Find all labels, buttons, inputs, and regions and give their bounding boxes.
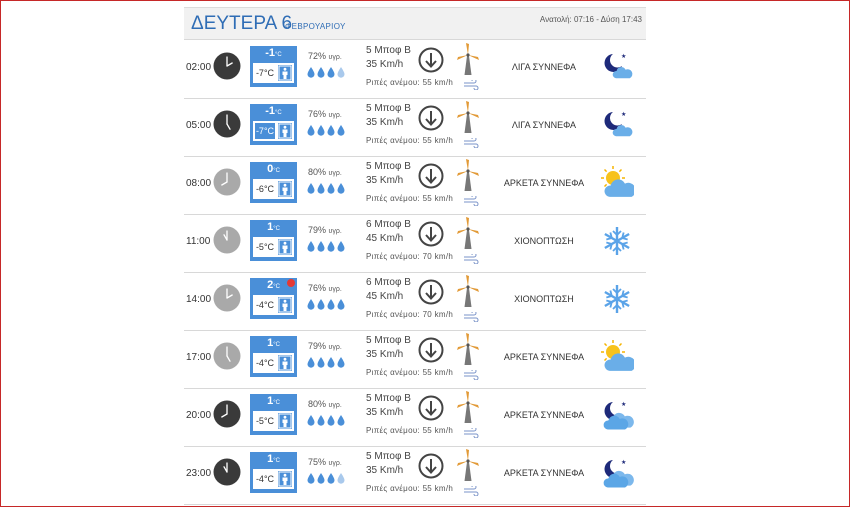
humidity: 79% υγρ. [308,225,342,235]
weather-condition: ΑΡΚΕΤΑ ΣΥΝΝΕΦΑ [503,468,585,478]
humidity-drop-icon [337,181,345,199]
temperature: -1°C [265,105,282,117]
wind-gust: Ριπές ανέμου: 70 km/h [366,310,454,319]
wind-turbine-icon [456,390,480,424]
humidity-drop-icon [327,239,335,257]
feels-like-temperature: -4°C [255,474,275,484]
clock-icon [213,52,241,80]
wind-speed: 35 Km/h [366,175,404,186]
humidity: 76% υγρ. [308,109,342,119]
humidity-drop-icon [327,471,335,489]
wind-turbine-icon [456,332,480,366]
humidity-drop-icon [337,355,345,373]
person-icon [278,355,292,371]
month-title: ΦΕΒΡΟΥΑΡΙΟΥ [285,22,346,31]
svg-text:★: ★ [621,459,627,466]
humidity: 80% υγρ. [308,167,342,177]
svg-text:★: ★ [621,111,627,118]
wind-gust: Ριπές ανέμου: 55 km/h [366,484,454,493]
clock-icon [213,226,241,254]
wind-gust: Ριπές ανέμου: 55 km/h [366,426,454,435]
humidity-drop-icon [307,355,315,373]
humidity-drop-icon [337,239,345,257]
temperature-box [250,104,297,145]
moon-cloud-icon [600,50,634,84]
wind-beaufort: 5 Μποφ Β [366,103,411,114]
moon-cloud-icon [600,108,634,142]
humidity-drop-icon [337,65,345,83]
forecast-row [184,388,646,447]
feels-like-box [253,179,294,199]
feels-like-temperature: -7°C [255,68,275,78]
wind-direction-arrow-icon [418,221,444,247]
wind-turbine-icon [456,100,480,134]
humidity-drop-icon [327,123,335,141]
wind-direction-arrow-icon [418,105,444,131]
humidity-drop-icon [317,65,325,83]
person-icon [278,413,292,429]
person-icon [278,181,292,197]
weather-condition: ΛΙΓΑ ΣΥΝΝΕΦΑ [511,120,577,130]
forecast-panel [184,7,646,507]
temperature: -1°C [265,47,282,59]
gust-icon [463,425,479,435]
temperature-box [250,46,297,87]
humidity-drop-icon [317,123,325,141]
person-icon [278,239,292,255]
wind-speed: 35 Km/h [366,349,404,360]
wind-beaufort: 5 Μποφ Β [366,161,411,172]
humidity-drops [307,297,347,309]
moon-clouds-icon [600,398,634,432]
humidity: 79% υγρ. [308,341,342,351]
humidity: 75% υγρ. [308,457,342,467]
wind-gust: Ριπές ανέμου: 55 km/h [366,136,454,145]
feels-like-temperature: -4°C [255,358,275,368]
svg-text:★: ★ [621,53,627,60]
feels-like-box [253,411,294,431]
feels-like-box [253,121,294,141]
humidity-drops [307,239,347,251]
feels-like-temperature: -5°C [255,416,275,426]
temperature: 1°C [267,453,280,465]
temperature: 2°C [267,279,280,291]
forecast-row [184,156,646,215]
forecast-row [184,446,646,505]
sun-cloud-icon [600,166,634,200]
gust-icon [463,483,479,493]
humidity-drop-icon [327,181,335,199]
humidity-drop-icon [307,181,315,199]
forecast-time: 11:00 [186,236,211,247]
clock-icon [213,458,241,486]
forecast-row [184,40,646,99]
weather-condition: ΑΡΚΕΤΑ ΣΥΝΝΕΦΑ [503,352,585,362]
wind-direction-arrow-icon [418,163,444,189]
forecast-time: 05:00 [186,120,212,131]
forecast-time: 23:00 [186,468,212,479]
wind-beaufort: 6 Μποφ Β [366,277,411,288]
day-header [184,7,646,40]
humidity-drop-icon [337,297,345,315]
humidity-drop-icon [307,239,315,257]
humidity-drop-icon [317,355,325,373]
humidity-drops [307,65,347,77]
humidity-drops [307,181,347,193]
clock-icon [213,110,241,138]
wind-gust: Ριπές ανέμου: 55 km/h [366,194,454,203]
wind-beaufort: 5 Μποφ Β [366,451,411,462]
temperature-box [250,278,297,319]
humidity: 76% υγρ. [308,283,342,293]
humidity-drop-icon [327,355,335,373]
humidity-drop-icon [317,413,325,431]
feels-like-temperature: -4°C [255,300,275,310]
temperature: 0°C [267,163,280,175]
forecast-row [184,98,646,157]
forecast-time: 17:00 [186,352,212,363]
weather-condition: ΛΙΓΑ ΣΥΝΝΕΦΑ [511,62,577,72]
temperature-box [250,452,297,493]
forecast-row [184,214,646,273]
wind-speed: 35 Km/h [366,465,404,476]
wind-turbine-icon [456,42,480,76]
humidity: 72% υγρ. [308,51,342,61]
feels-like-temperature: -6°C [255,184,275,194]
wind-turbine-icon [456,216,480,250]
humidity-drop-icon [317,471,325,489]
weather-condition: ΧΙΟΝΟΠΤΩΣΗ [514,294,574,304]
humidity-drop-icon [327,413,335,431]
clock-icon [213,400,241,428]
day-title: ΔΕΥΤΕΡΑ 6 [191,13,293,34]
forecast-row [184,272,646,331]
wind-speed: 35 Km/h [366,407,404,418]
wind-turbine-icon [456,274,480,308]
temperature-box [250,162,297,203]
temperature-box [250,336,297,377]
wind-beaufort: 5 Μποφ Β [366,335,411,346]
humidity-drop-icon [317,297,325,315]
humidity-drop-icon [327,65,335,83]
feels-like-box [253,295,294,315]
gust-icon [463,135,479,145]
wind-turbine-icon [456,158,480,192]
wind-direction-arrow-icon [418,453,444,479]
temperature-box [250,220,297,261]
wind-speed: 35 Km/h [366,59,404,70]
weather-condition: ΑΡΚΕΤΑ ΣΥΝΝΕΦΑ [503,178,585,188]
person-icon [278,123,292,139]
humidity-drops [307,123,347,135]
clock-icon [213,284,241,312]
humidity-drop-icon [337,413,345,431]
gust-icon [463,309,479,319]
forecast-time: 08:00 [186,178,212,189]
humidity-drop-icon [307,413,315,431]
feels-like-temperature: -7°C [255,123,275,139]
wind-gust: Ριπές ανέμου: 70 km/h [366,252,454,261]
forecast-time: 02:00 [186,62,212,73]
gust-icon [463,193,479,203]
alert-dot [287,279,295,287]
snowflake-icon [600,282,634,316]
feels-like-box [253,237,294,257]
temperature-box [250,394,297,435]
wind-gust: Ριπές ανέμου: 55 km/h [366,368,454,377]
person-icon [278,65,292,81]
feels-like-box [253,353,294,373]
forecast-time: 14:00 [186,294,212,305]
humidity-drop-icon [337,123,345,141]
clock-icon [213,168,241,196]
humidity-drop-icon [307,297,315,315]
weather-condition: ΧΙΟΝΟΠΤΩΣΗ [514,236,574,246]
humidity-drops [307,471,347,483]
wind-beaufort: 5 Μποφ Β [366,45,411,56]
wind-direction-arrow-icon [418,395,444,421]
feels-like-temperature: -5°C [255,242,275,252]
wind-beaufort: 5 Μποφ Β [366,393,411,404]
wind-gust: Ριπές ανέμου: 55 km/h [366,78,454,87]
humidity-drops [307,413,347,425]
feels-like-box [253,63,294,83]
humidity-drop-icon [307,471,315,489]
humidity-drop-icon [337,471,345,489]
wind-speed: 45 Km/h [366,291,404,302]
sunrise-sunset: Ανατολή: 07:16 - Δύση 17:43 [539,15,642,24]
wind-turbine-icon [456,448,480,482]
wind-direction-arrow-icon [418,47,444,73]
temperature: 1°C [267,395,280,407]
wind-speed: 35 Km/h [366,117,404,128]
temperature: 1°C [267,221,280,233]
gust-icon [463,251,479,261]
humidity-drops [307,355,347,367]
humidity-drop-icon [307,65,315,83]
weather-condition: ΑΡΚΕΤΑ ΣΥΝΝΕΦΑ [503,410,585,420]
snowflake-icon [600,224,634,258]
wind-direction-arrow-icon [418,279,444,305]
moon-clouds-icon [600,456,634,490]
gust-icon [463,77,479,87]
wind-direction-arrow-icon [418,337,444,363]
person-icon [278,297,292,313]
humidity-drop-icon [317,239,325,257]
clock-icon [213,342,241,370]
feels-like-box [253,469,294,489]
humidity-drop-icon [327,297,335,315]
humidity-drop-icon [317,181,325,199]
humidity-drop-icon [307,123,315,141]
wind-beaufort: 6 Μποφ Β [366,219,411,230]
forecast-time: 20:00 [186,410,212,421]
gust-icon [463,367,479,377]
temperature: 1°C [267,337,280,349]
forecast-row [184,330,646,389]
wind-speed: 45 Km/h [366,233,404,244]
humidity: 80% υγρ. [308,399,342,409]
svg-text:★: ★ [621,401,627,408]
person-icon [278,471,292,487]
sun-cloud-icon [600,340,634,374]
